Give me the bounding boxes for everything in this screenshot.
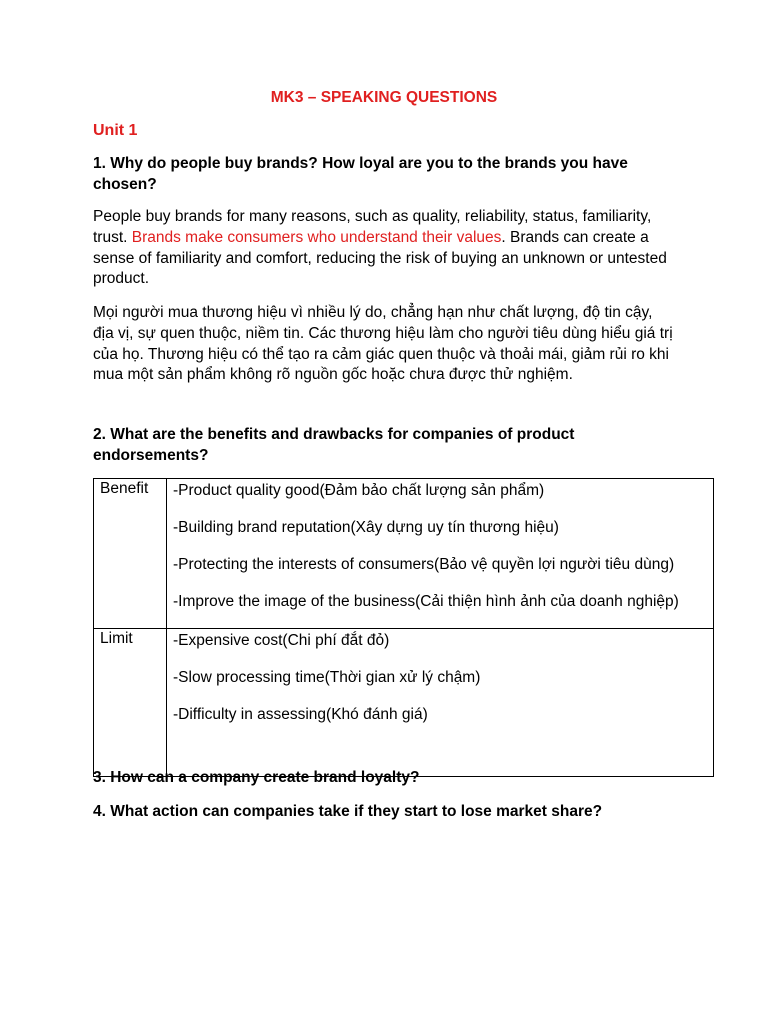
unit-heading: Unit 1 bbox=[93, 122, 138, 139]
document-title: MK3 – SPEAKING QUESTIONS bbox=[270, 89, 498, 106]
benefit-cell bbox=[167, 479, 714, 629]
answer-english-highlight: Brands make consumers who understand their values bbox=[131, 228, 502, 246]
question-1: 1. Why do people buy brands? How loyal are you to the brands you have chosen? bbox=[93, 155, 628, 193]
limit-item: -Slow processing time(Thời gian xử lý chậm) bbox=[173, 669, 481, 686]
answer-english bbox=[93, 207, 673, 290]
question-3: 3. How can a company create brand loyalty? bbox=[93, 769, 420, 786]
benefit-item: -Improve the image of the business(Cải thiện hình ảnh của doanh nghiệp) bbox=[173, 593, 679, 610]
question-4: 4. What action can companies take if they start to lose market share? bbox=[93, 803, 603, 820]
benefit-item: -Product quality good(Đảm bảo chất lượng sản phẩm) bbox=[173, 482, 545, 499]
benefits-drawbacks-table bbox=[93, 478, 714, 777]
benefit-label: Benefit bbox=[94, 479, 167, 629]
answer-english-part1: People buy brands for many reasons, such as quality, reliability, status, familiarity, trust. bbox=[93, 208, 652, 246]
limit-item: -Expensive cost(Chi phí đắt đỏ) bbox=[173, 632, 390, 649]
question-2: 2. What are the benefits and drawbacks for companies of product endorsements? bbox=[93, 426, 575, 464]
limit-label: Limit bbox=[94, 629, 167, 777]
benefit-item: -Protecting the interests of consumers(Bảo vệ quyền lợi người tiêu dùng) bbox=[173, 556, 675, 573]
table-row-limit bbox=[94, 629, 714, 777]
benefit-item: -Building brand reputation(Xây dựng uy tín thương hiệu) bbox=[173, 519, 559, 536]
answer-vietnamese: Mọi người mua thương hiệu vì nhiều lý do, chẳng hạn như chất lượng, độ tin cậy, địa vị, sự quen thuộc, niềm tin. Các thương hiệu làm cho người tiêu dùng hiểu giá trị của họ. Thương hiệu có thể tạo ra cảm giác quen thuộc và thoải mái, giảm rủi ro khi mua một sản phẩm không rõ nguồn gốc hoặc chưa được thử nghiệm. bbox=[93, 304, 673, 384]
answer-english-part2: . Brands can create a sense of familiarity and comfort, reducing the risk of buying an unknown or untested product. bbox=[93, 228, 667, 288]
limit-item: -Difficulty in assessing(Khó đánh giá) bbox=[173, 706, 428, 723]
table-row-benefit bbox=[94, 479, 714, 629]
limit-cell bbox=[167, 629, 714, 777]
